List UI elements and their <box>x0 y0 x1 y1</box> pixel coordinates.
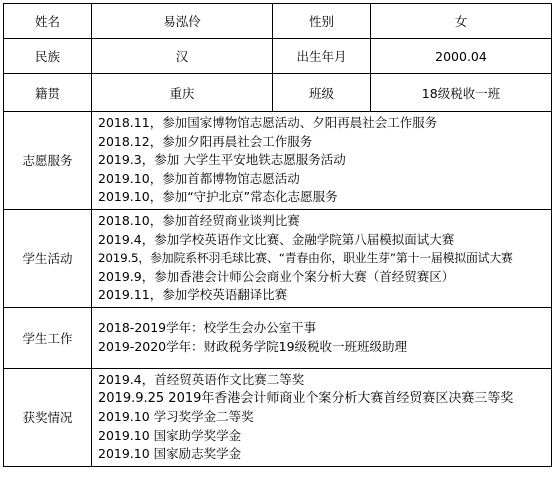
volunteer-item: 2018.11，参加国家博物馆志愿活动、夕阳再晨社会工作服务 <box>98 115 438 130</box>
volunteer-item: 2019.10，参加“守护北京”常态化志愿服务 <box>98 189 338 205</box>
work-item: 2018-2019学年：校学生会办公室干事 <box>98 320 317 336</box>
volunteer-item: 2018.12，参加夕阳再晨社会工作服务 <box>98 133 313 149</box>
work-label: 学生工作 <box>4 307 92 368</box>
activity-item: 2019.5，参加院系杯羽毛球比赛、“青春由你，职业生芽”第十一届模拟面试大赛 <box>98 251 513 266</box>
gender-value: 女 <box>371 4 552 39</box>
volunteer-row <box>4 112 552 210</box>
award-item: 2019.9.25 2019年香港会计师商业个案分析大赛首经贸赛区决赛三等奖 <box>98 390 514 406</box>
work-content <box>92 307 552 368</box>
basic-row-3 <box>4 74 552 112</box>
volunteer-item: 2019.3，参加 大学生平安地铁志愿服务活动 <box>98 152 346 168</box>
birth-label: 出生年月 <box>273 39 371 74</box>
award-item: 2019.10 国家助学奖学金 <box>98 427 242 443</box>
basic-row-2 <box>4 39 552 74</box>
awards-row <box>4 368 552 466</box>
name-value: 易泓伶 <box>92 4 273 39</box>
resume-table <box>3 3 552 467</box>
volunteer-label: 志愿服务 <box>4 112 92 210</box>
volunteer-content <box>92 112 552 210</box>
activities-row <box>4 209 552 307</box>
birth-value: 2000.04 <box>371 39 552 74</box>
ethnicity-value: 汉 <box>92 39 273 74</box>
basic-row-1 <box>4 4 552 39</box>
activities-content <box>92 209 552 307</box>
name-label: 姓名 <box>4 4 92 39</box>
activities-label: 学生活动 <box>4 209 92 307</box>
activity-item: 2019.4，参加学校英语作文比赛、金融学院第八届模拟面试大赛 <box>98 231 455 247</box>
award-item: 2019.10 学习奖学金二等奖 <box>98 409 254 425</box>
class-value: 18级税收一班 <box>371 74 552 112</box>
class-label: 班级 <box>273 74 371 112</box>
ethnicity-label: 民族 <box>4 39 92 74</box>
gender-label: 性别 <box>273 4 371 39</box>
work-item: 2019-2020学年：财政税务学院19级税收一班班级助理 <box>98 338 408 354</box>
hometown-label: 籍贯 <box>4 74 92 112</box>
activity-item: 2019.11，参加学校英语翻译比赛 <box>98 287 288 303</box>
awards-content <box>92 368 552 466</box>
activity-item: 2019.9，参加香港会计师公会商业个案分析大赛（首经贸赛区） <box>98 268 455 284</box>
award-item: 2019.10 国家励志奖学金 <box>98 446 242 462</box>
awards-label: 获奖情况 <box>4 368 92 466</box>
activity-item: 2018.10，参加首经贸商业谈判比赛 <box>98 212 300 228</box>
volunteer-item: 2019.10，参加首都博物馆志愿活动 <box>98 170 300 186</box>
hometown-value: 重庆 <box>92 74 273 112</box>
award-item: 2019.4，首经贸英语作文比赛二等奖 <box>98 371 305 387</box>
work-row <box>4 307 552 368</box>
